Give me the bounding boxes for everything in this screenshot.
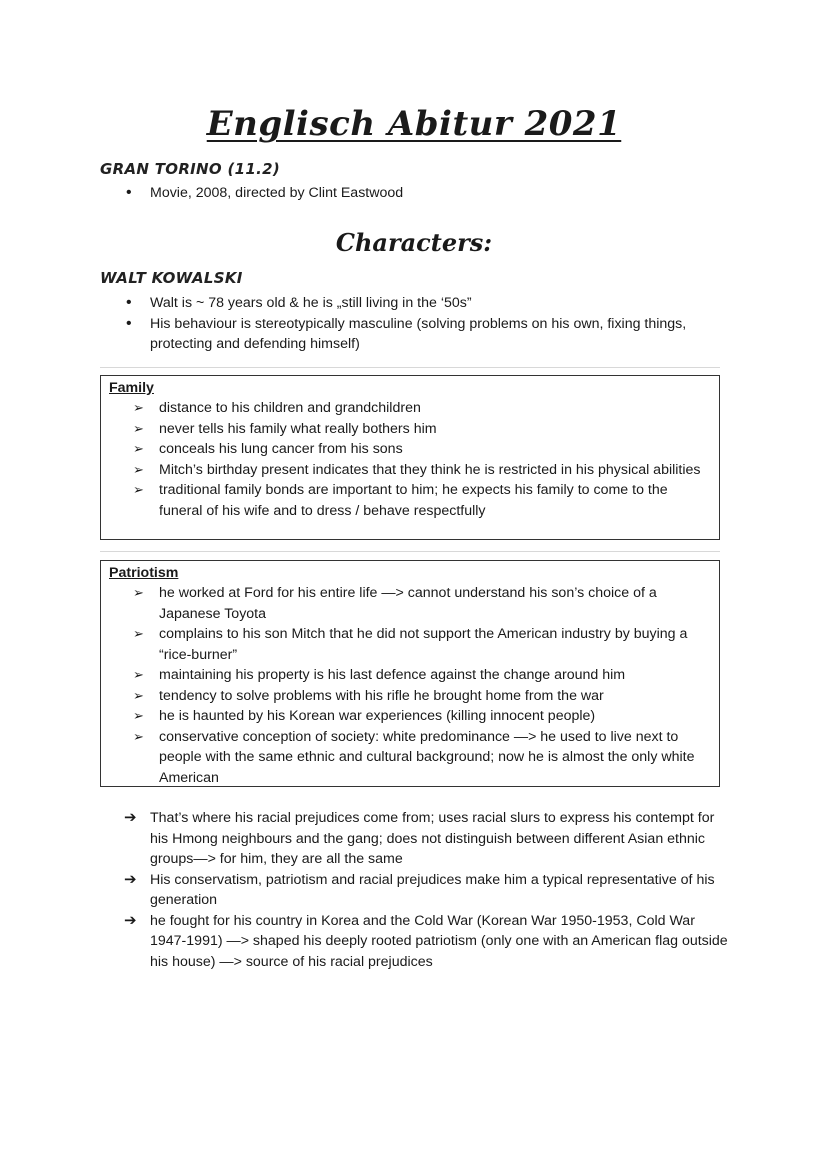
- arrow-list-item: ➢ never tells his family what really bothers him: [133, 419, 701, 440]
- arrow-list-item: ➢ Mitch’s birthday present indicates that they think he is restricted in his physical abilities: [133, 460, 701, 481]
- arrow-list-item: ➢ traditional family bonds are important to him; he expects his family to come to the funeral of his wife and to dress / behave respectfully: [133, 480, 701, 521]
- arrow-list-item: ➢ distance to his children and grandchildren: [133, 398, 701, 419]
- walt-bullet-list: [124, 293, 724, 355]
- arrow-list-item: ➢ he is haunted by his Korean war experiences (killing innocent people): [133, 706, 701, 727]
- bullet-item: • His behaviour is stereotypically masculine (solving problems on his own, fixing things, protecting and defending himself): [124, 314, 724, 355]
- divider-line: [100, 551, 720, 552]
- section-heading-gran-torino: GRAN TORINO (11.2): [100, 160, 281, 178]
- arrow-list-item: ➢ he worked at Ford for his entire life —> cannot understand his son’s choice of a Japanese Toyota: [133, 583, 701, 624]
- patriotism-label: Patriotism: [109, 565, 179, 581]
- characters-heading: Characters:: [335, 228, 493, 257]
- arrow-list-item: ➢ complains to his son Mitch that he did not support the American industry by buying a “rice-burner”: [133, 624, 701, 665]
- document-title-text: Englisch Abitur 2021: [206, 104, 622, 144]
- conclusion-list: [124, 808, 734, 972]
- conclusion-item: ➔ That’s where his racial prejudices come from; uses racial slurs to express his contempt for his Hmong neighbours and the gang; does not distinguish between different Asian ethnic groups—> for him, they are all the same: [124, 808, 734, 870]
- patriotism-list: [133, 583, 701, 788]
- section-heading-walt-kowalski: WALT KOWALSKI: [100, 269, 243, 287]
- document-title: [0, 104, 828, 144]
- patriotism-box: [100, 560, 720, 787]
- arrow-list-item: ➢ conservative conception of society: white predominance —> he used to live next to people with the same ethnic and cultural background; now he is almost the only white American: [133, 727, 701, 789]
- gran-torino-bullet-list: [124, 183, 724, 204]
- arrow-list-item: ➢ maintaining his property is his last defence against the change around him: [133, 665, 701, 686]
- conclusion-item: ➔ he fought for his country in Korea and the Cold War (Korean War 1950-1953, Cold War 1947-1991) —> shaped his deeply rooted patriotism (only one with an American flag outside his house) —> source of his racial prejudices: [124, 911, 734, 973]
- divider-line: [100, 367, 720, 368]
- bullet-item: • Movie, 2008, directed by Clint Eastwood: [124, 183, 724, 204]
- family-box: [100, 375, 720, 540]
- arrow-list-item: ➢ conceals his lung cancer from his sons: [133, 439, 701, 460]
- conclusion-item: ➔ His conservatism, patriotism and racial prejudices make him a typical representative of his generation: [124, 870, 734, 911]
- bullet-item: • Walt is ~ 78 years old & he is „still living in the ‘50s”: [124, 293, 724, 314]
- arrow-list-item: ➢ tendency to solve problems with his rifle he brought home from the war: [133, 686, 701, 707]
- family-list: [133, 398, 701, 521]
- family-label: Family: [109, 380, 154, 396]
